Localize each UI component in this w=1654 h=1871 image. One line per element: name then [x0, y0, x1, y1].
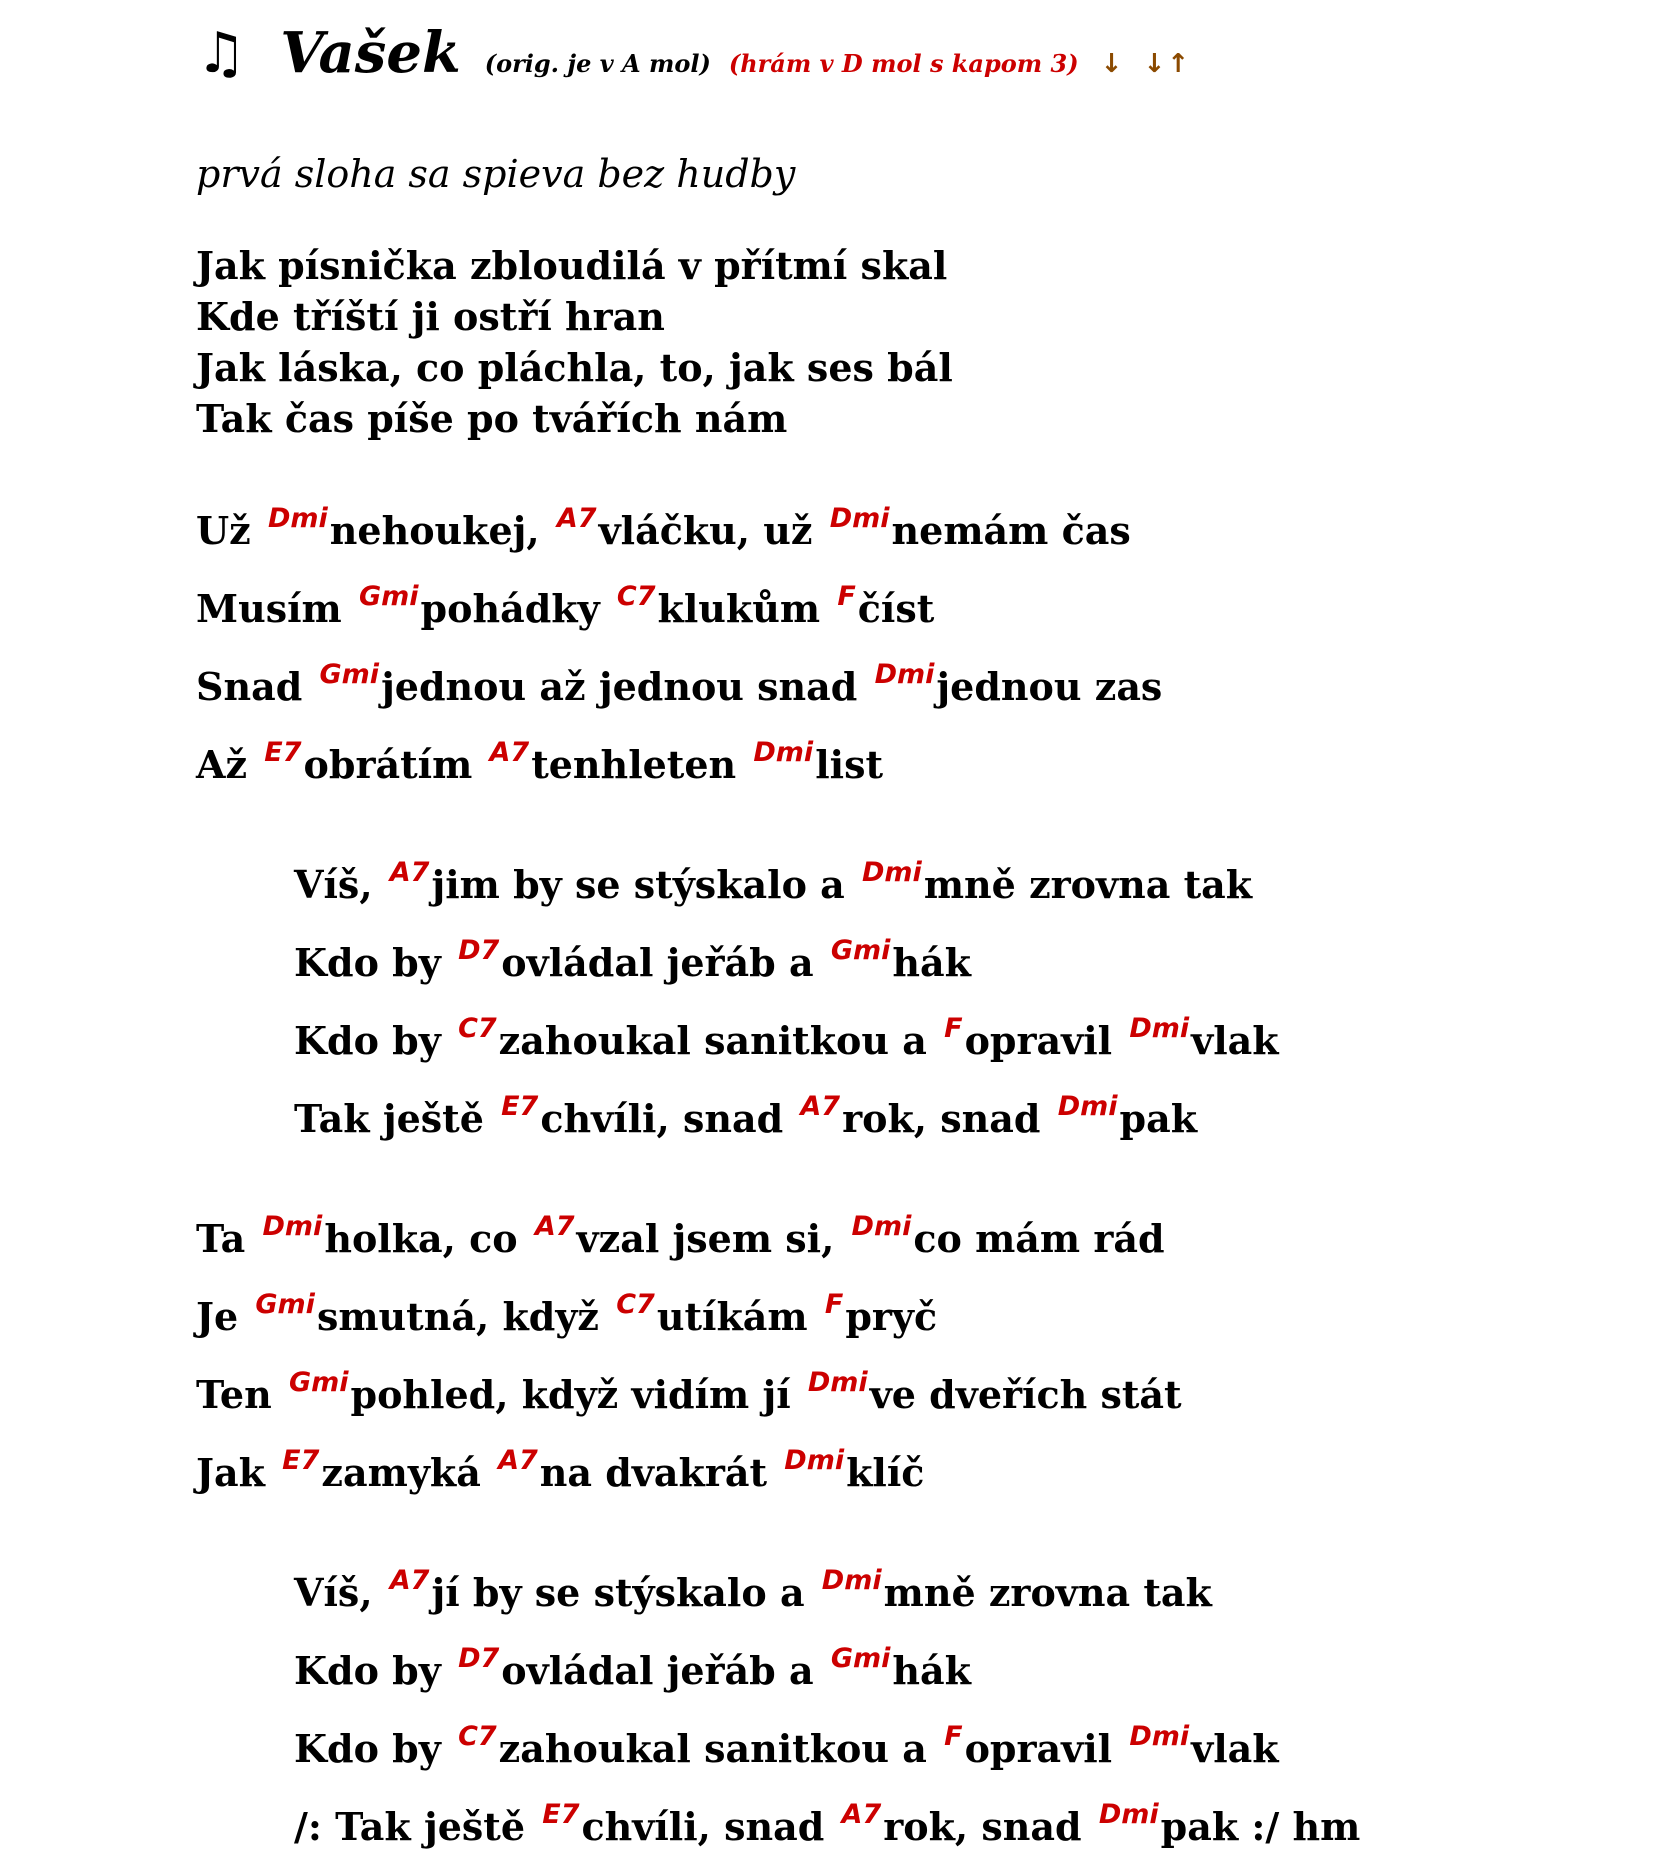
lyric-text: Kdo by	[294, 1018, 455, 1063]
chord-label: Dmi	[1129, 1013, 1190, 1044]
chord-label: Dmi	[784, 1445, 845, 1476]
lyric-text: pak :/ hm	[1160, 1804, 1361, 1849]
chord-label: A7	[489, 737, 530, 768]
lyric-text: Ten	[196, 1372, 285, 1417]
chord-label: Dmi	[807, 1367, 868, 1398]
chord-label: Dmi	[1129, 1721, 1190, 1752]
chord-label: Dmi	[267, 503, 328, 534]
lyric-text: Musím	[196, 586, 355, 631]
lyric-text: Kdo by	[294, 1726, 455, 1771]
lyric-text: nemám čas	[891, 508, 1131, 553]
arrow-up-down-icon[interactable]: ↓↑	[1143, 49, 1192, 79]
chord-label: A7	[498, 1445, 538, 1476]
lyric-text: obrátím	[303, 742, 486, 787]
lyric-text: číst	[857, 586, 935, 631]
chord-label: E7	[282, 1445, 320, 1476]
lyric-text: Snad	[196, 664, 316, 709]
song-title: Vašek	[280, 20, 461, 86]
music-note-icon: ♫	[196, 21, 247, 86]
lyric-text: ovládal jeřáb a	[501, 940, 827, 985]
chord-label: Dmi	[1098, 1799, 1159, 1830]
chorus-1	[196, 846, 1636, 1158]
chord-label: A7	[841, 1799, 882, 1830]
lyric-text: Je	[196, 1294, 252, 1339]
lyric-text: klukům	[657, 586, 834, 631]
lyric-text: mně zrovna tak	[923, 862, 1253, 907]
original-key-note: (orig. je v A mol)	[484, 49, 711, 78]
lyric-line	[196, 726, 1636, 804]
lyric-line	[196, 648, 1636, 726]
lyric-line: Kde tříští ji ostří hran	[196, 294, 665, 339]
chord-label: Dmi	[821, 1565, 882, 1596]
intro-note: prvá sloha sa spieva bez hudby	[196, 152, 796, 196]
lyric-text: tenhleten	[531, 742, 750, 787]
lyric-text: jí by se stýskalo a	[431, 1570, 818, 1615]
chord-label: E7	[542, 1799, 580, 1830]
chord-label: Dmi	[829, 503, 890, 534]
chord-label: Gmi	[830, 935, 891, 966]
chord-label: Gmi	[288, 1367, 349, 1398]
chord-label: Dmi	[753, 737, 814, 768]
lyric-line: Jak láska, co pláchla, to, jak ses bál	[196, 345, 953, 390]
chord-label: F	[824, 1289, 844, 1320]
lyric-text: Ta	[196, 1216, 259, 1261]
chord-label: Dmi	[1057, 1091, 1118, 1122]
lyric-line	[196, 1200, 1636, 1278]
lyric-text: opravil	[964, 1726, 1126, 1771]
lyric-text: Tak ještě	[294, 1096, 498, 1141]
chord-label: A7	[534, 1211, 575, 1242]
lyric-text: nehoukej,	[329, 508, 553, 553]
lyric-text: chvíli, snad	[581, 1804, 838, 1849]
chord-label: Gmi	[830, 1643, 891, 1674]
lyric-text: pohled, když vidím jí	[350, 1372, 804, 1417]
lyric-text: na dvakrát	[539, 1450, 781, 1495]
lyric-text: pryč	[845, 1294, 938, 1339]
lyric-text: Až	[196, 742, 261, 787]
lyric-text: jednou zas	[936, 664, 1163, 709]
lyric-text: vlak	[1191, 1018, 1279, 1063]
lyric-line	[196, 492, 1636, 570]
lyric-text: holka, co	[324, 1216, 531, 1261]
lyric-line: Jak písnička zbloudilá v přítmí skal	[196, 243, 948, 288]
chord-label: Dmi	[862, 857, 922, 888]
lyric-text: jednou až jednou snad	[381, 664, 871, 709]
lyric-text: vláčku, už	[598, 508, 826, 553]
lyric-line	[294, 846, 1636, 924]
chord-label: F	[837, 581, 856, 612]
lyric-line: Tak čas píše po tvářích nám	[196, 396, 788, 441]
chord-label: A7	[389, 1565, 430, 1596]
lyric-text: /: Tak ještě	[294, 1804, 539, 1849]
lyric-line	[196, 1356, 1636, 1434]
lyric-text: pak	[1119, 1096, 1198, 1141]
chord-label: D7	[458, 935, 500, 966]
chord-label: E7	[501, 1091, 539, 1122]
lyric-line	[196, 1434, 1636, 1512]
chord-label: D7	[458, 1643, 500, 1674]
chord-label: F	[944, 1013, 963, 1044]
arrow-down-icon[interactable]: ↓	[1100, 49, 1125, 79]
lyric-text: opravil	[964, 1018, 1126, 1063]
lyric-text: hák	[892, 1648, 971, 1693]
chord-label: C7	[616, 1289, 655, 1320]
lyric-text: utíkám	[656, 1294, 821, 1339]
lyric-text: Kdo by	[294, 940, 455, 985]
lyric-line	[196, 1278, 1636, 1356]
chord-label: A7	[800, 1091, 841, 1122]
chord-label: Gmi	[319, 659, 380, 690]
lyric-line	[294, 1788, 1636, 1866]
lyric-text: Už	[196, 508, 264, 553]
lyric-text: smutná, když	[316, 1294, 613, 1339]
lyric-line	[294, 1002, 1636, 1080]
lyric-text: klíč	[846, 1450, 925, 1495]
verse-2	[196, 492, 1636, 804]
play-key-note: (hrám v D mol s kapom 3)	[728, 49, 1079, 78]
song-header	[196, 20, 1636, 92]
lyric-text: hák	[892, 940, 971, 985]
lyric-text: list	[815, 742, 884, 787]
lyric-line	[196, 570, 1636, 648]
lyric-text: chvíli, snad	[540, 1096, 797, 1141]
chord-label: F	[944, 1721, 963, 1752]
lyric-text: zahoukal sanitkou a	[498, 1018, 941, 1063]
lyric-text: vlak	[1191, 1726, 1279, 1771]
chord-label: Gmi	[358, 581, 419, 612]
lyric-text: ve dveřích stát	[869, 1372, 1182, 1417]
lyric-text: Víš,	[294, 1570, 386, 1615]
lyric-text: rok, snad	[842, 1096, 1054, 1141]
lyric-text: vzal jsem si,	[576, 1216, 848, 1261]
lyric-line	[294, 924, 1636, 1002]
lyric-text: mně zrovna tak	[883, 1570, 1212, 1615]
chord-label: A7	[556, 503, 597, 534]
verse-3	[196, 1200, 1636, 1512]
chord-label: Dmi	[874, 659, 935, 690]
lyric-text: zamyká	[321, 1450, 495, 1495]
lyric-text: Kdo by	[294, 1648, 455, 1693]
transpose-controls	[1101, 49, 1199, 79]
lyric-line	[294, 1554, 1636, 1632]
verse-1	[196, 240, 1636, 444]
chord-label: C7	[458, 1721, 497, 1752]
lyric-text: Jak	[196, 1450, 279, 1495]
lyric-text: Víš,	[294, 862, 386, 907]
song-page	[196, 20, 1636, 1866]
chord-label: Gmi	[255, 1289, 315, 1320]
lyric-text: zahoukal sanitkou a	[498, 1726, 941, 1771]
lyric-text: co mám rád	[913, 1216, 1165, 1261]
lyric-text: pohádky	[420, 586, 613, 631]
lyric-text: jim by se stýskalo a	[431, 862, 859, 907]
chord-label: Dmi	[262, 1211, 323, 1242]
chord-label: E7	[264, 737, 302, 768]
lyric-line	[294, 1710, 1636, 1788]
chord-label: C7	[616, 581, 656, 612]
lyric-text: rok, snad	[883, 1804, 1095, 1849]
lyric-text: ovládal jeřáb a	[501, 1648, 827, 1693]
chord-label: A7	[389, 857, 430, 888]
chord-label: Dmi	[851, 1211, 912, 1242]
chord-label: C7	[458, 1013, 497, 1044]
lyric-line	[294, 1080, 1636, 1158]
chorus-2	[196, 1554, 1636, 1866]
lyric-line	[294, 1632, 1636, 1710]
